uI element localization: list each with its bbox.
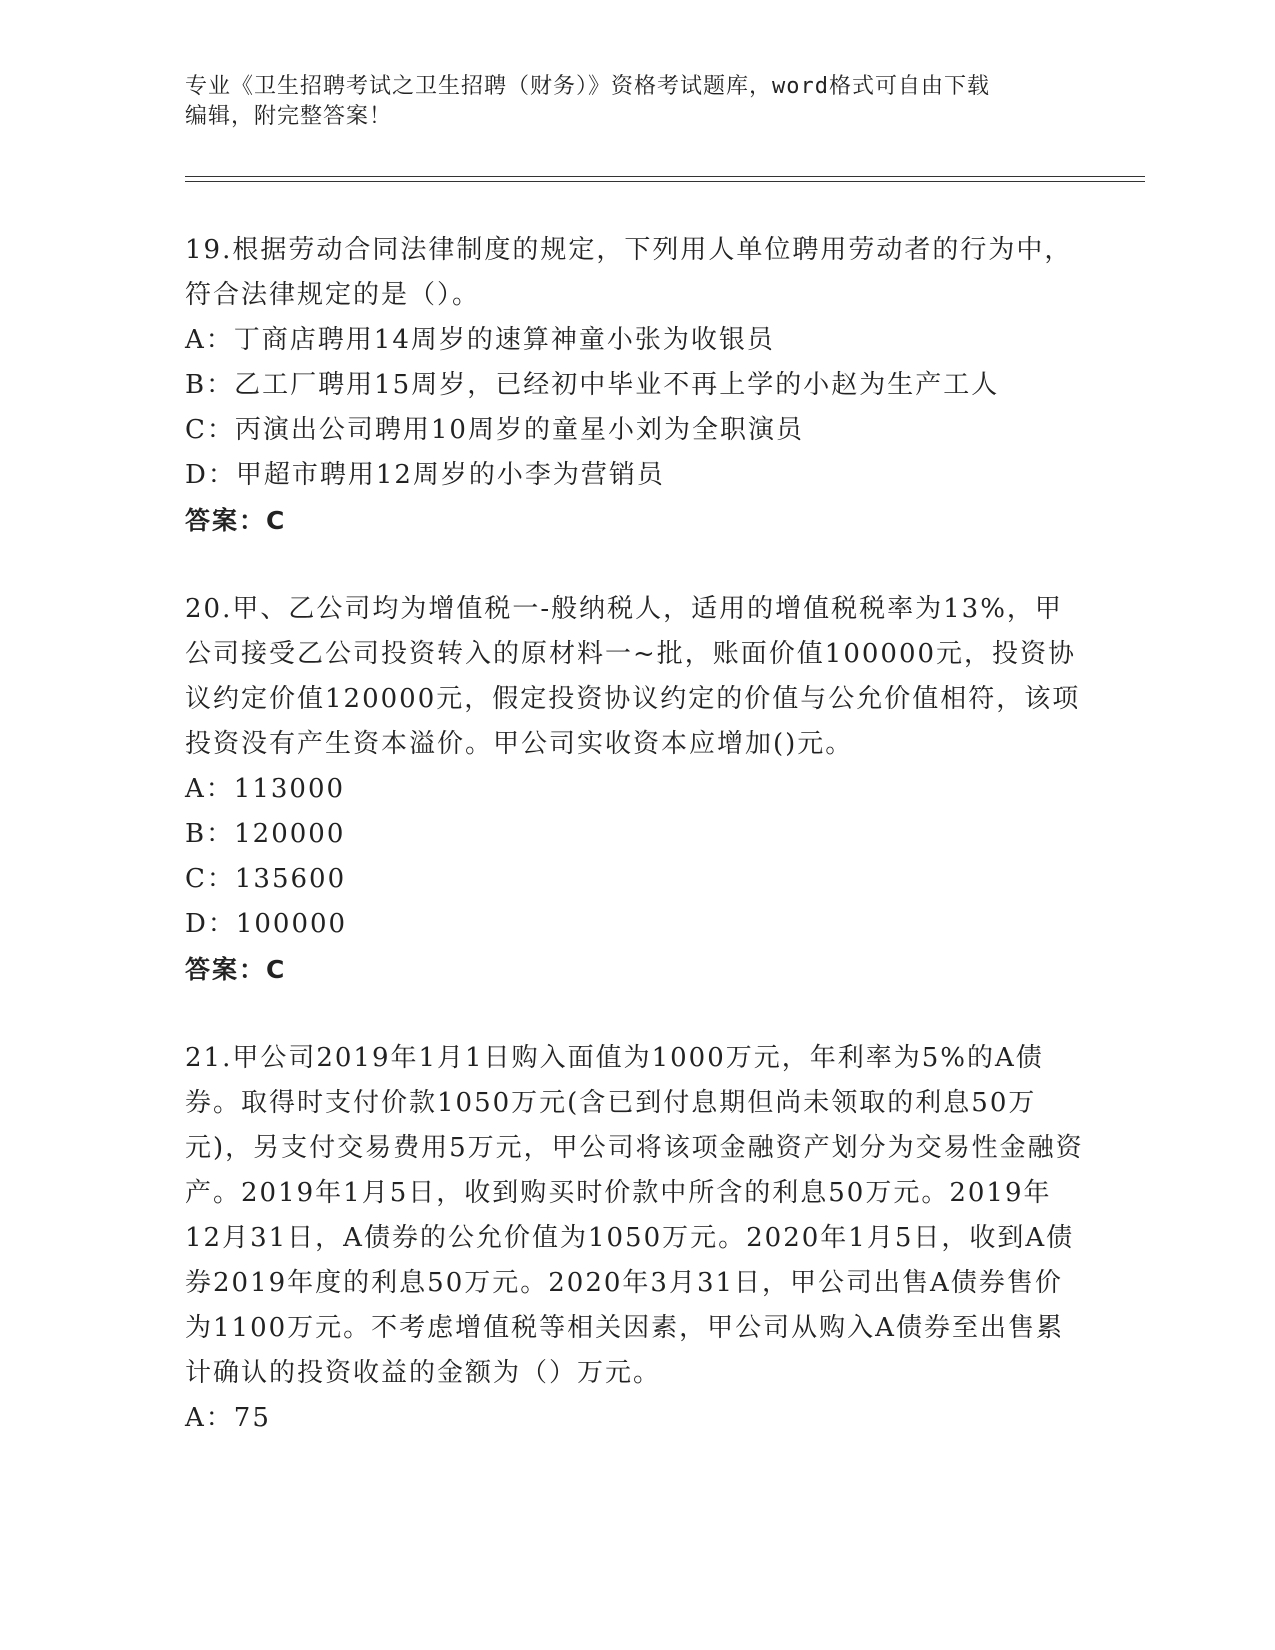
option-c: C：丙演出公司聘用10周岁的童星小刘为全职演员	[185, 415, 804, 445]
option-a: A：丁商店聘用14周岁的速算神童小张为收银员	[185, 325, 775, 355]
header-line-2: 编辑，附完整答案！	[185, 104, 393, 129]
question-stem: 20.甲、乙公司均为增值税一-般纳税人，适用的增值税税率为13%，甲公司接受乙公司投资转入的原材料一~批，账面价值100000元，投资协议约定价值120000元，假定投资协议约定的价值与公允价值相符，该项投资没有产生资本溢价。甲公司实收资本应增加()元。	[185, 594, 1081, 759]
header-divider-top	[185, 176, 1145, 177]
answer: 答案：C	[185, 506, 287, 535]
answer: 答案：C	[185, 955, 287, 984]
question-stem: 21.甲公司2019年1月1日购入面值为1000万元，年利率为5%的A债券。取得时支付价款1050万元(含已到付息期但尚未领取的利息50万元)，另支付交易费用5万元，甲公司将该项金融资产划分为交易性金融资产。2019年1月5日，收到购买时价款中所含的利息50万元。2019年12月31日，A债券的公允价值为1050万元。2020年1月5日，收到A债券2019年度的利息50万元。2020年3月31日，甲公司出售A债券售价为1100万元。不考虑增值税等相关因素，甲公司从购入A债券至出售累计确认的投资收益的金额为（）万元。	[185, 1043, 1084, 1388]
option-a: A：75	[185, 1403, 271, 1433]
option-a: A：113000	[185, 774, 346, 804]
question-list	[185, 228, 1085, 1485]
option-d: D：100000	[185, 909, 348, 939]
question-20	[185, 587, 1085, 992]
option-d: D：甲超市聘用12周岁的小李为营销员	[185, 460, 665, 490]
document-header	[185, 72, 1065, 132]
option-c: C：135600	[185, 864, 347, 894]
header-line-1: 专业《卫生招聘考试之卫生招聘（财务）》资格考试题库，word格式可自由下载	[185, 74, 990, 99]
question-19	[185, 228, 1085, 543]
option-b: B：乙工厂聘用15周岁，已经初中毕业不再上学的小赵为生产工人	[185, 370, 1000, 400]
question-stem: 19.根据劳动合同法律制度的规定，下列用人单位聘用劳动者的行为中，符合法律规定的是（）。	[185, 235, 1073, 310]
header-divider-bottom	[185, 181, 1145, 182]
option-b: B：120000	[185, 819, 346, 849]
question-21	[185, 1036, 1085, 1441]
